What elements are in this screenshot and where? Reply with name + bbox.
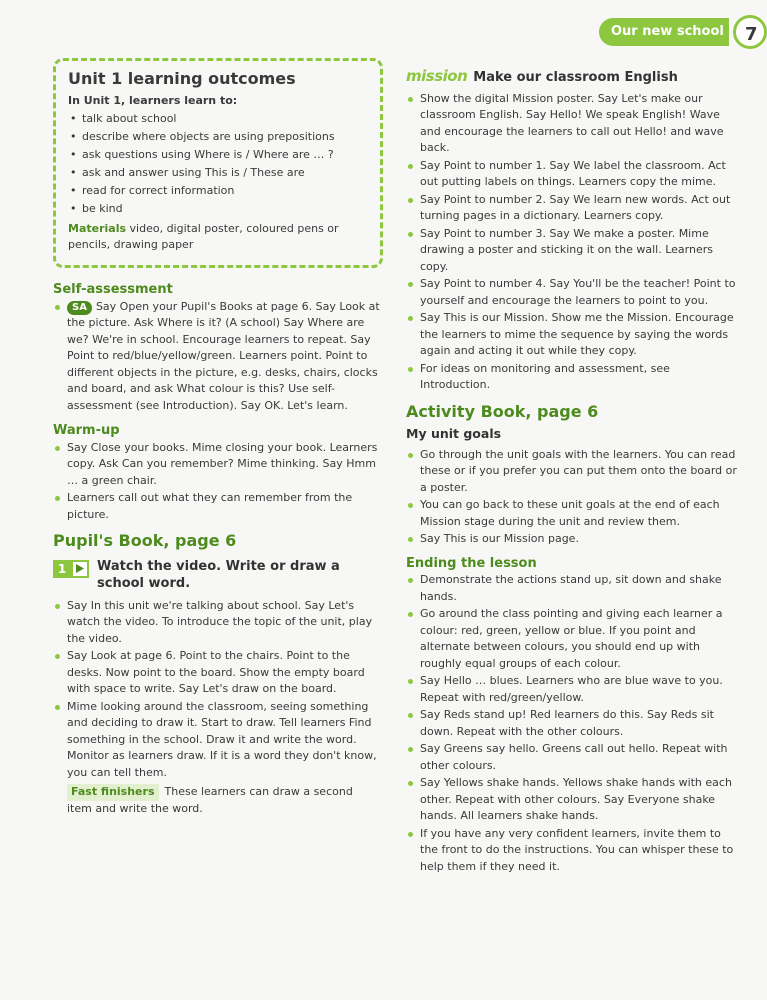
list-item: Say In this unit we're talking about school. Say Let's watch the video. To introduce the topic of the unit, play the video. [53,598,381,648]
list-item: Learners call out what they can remember from the picture. [53,490,381,523]
list-item: • ask and answer using This is / These are [68,164,368,182]
list-item: Say This is our Mission page. [406,531,740,548]
pupils-book-list [53,598,381,782]
list-item: Say Greens say hello. Greens call out hello. Repeat with other colours. [406,741,740,774]
play-icon [71,560,89,578]
fast-finishers-label: Fast finishers [67,784,159,801]
list-item: • read for correct information [68,182,368,200]
ending-list [406,572,740,875]
list-item: Say Point to number 3. Say We make a poster. Mime drawing a poster and sticking it on the wall. Learners copy. [406,226,740,276]
list-item: Go through the unit goals with the learners. You can read these or if you prefer you can put them onto the board or a poster. [406,447,740,497]
mission-list [406,91,740,394]
activity-header [53,558,381,592]
list-item: • talk about school [68,110,368,128]
learning-outcomes-box [53,58,383,268]
list-item [53,299,381,415]
list-item: Demonstrate the actions stand up, sit down and shake hands. [406,572,740,605]
list-item: You can go back to these unit goals at the end of each Mission stage during the unit and review them. [406,497,740,530]
ending-heading: Ending the lesson [406,555,537,571]
outcomes-lead: In Unit 1, learners learn to: [68,94,238,107]
section-tab: Our new school [599,18,729,46]
right-column [406,68,740,876]
list-item: • describe where objects are using prepositions [68,128,368,146]
left-column [53,282,381,817]
list-item: Say Reds stand up! Red learners do this. Say Reds sit down. Repeat with the other colours. [406,707,740,740]
list-item: Go around the class pointing and giving each learner a colour: red, green, yellow or blue. If you point and alternate between colours, you should end up with roughly equal groups of each colour. [406,606,740,672]
outcomes-list [68,110,368,218]
fast-finishers [53,784,381,817]
list-item: Say This is our Mission. Show me the Mission. Encourage the learners to mime the sequence by saying the words again and acting it out while they copy. [406,310,740,360]
list-item: Say Yellows shake hands. Yellows shake hands with each other. Repeat with other colours. Say Everyone shake hands. All learners shake hands. [406,775,740,825]
pupils-book-heading: Pupil's Book, page 6 [53,531,237,550]
activity-number: 1 [53,560,71,578]
materials-text: video, digital poster, coloured pens or pencils, drawing paper [68,222,339,251]
mission-logo: mission [406,67,468,85]
list-item: Say Point to number 4. Say You'll be the teacher! Point to yourself and encourage the learners to point to you. [406,276,740,309]
unit-goals-heading: My unit goals [406,426,502,441]
materials [68,221,368,253]
outcomes-title: Unit 1 learning outcomes [68,69,296,88]
sa-badge: SA [67,301,92,315]
list-item: For ideas on monitoring and assessment, see Introduction. [406,361,740,394]
fast-finishers-text: These learners can draw a second item and write the word. [67,785,353,815]
activity-book-heading: Activity Book, page 6 [406,401,599,421]
list-item: If you have any very confident learners, invite them to the front to do the instructions. You can whisper these to help them if they need it. [406,826,740,876]
warm-up-heading: Warm-up [53,423,120,438]
activity-book-list [406,447,740,548]
list-item: • ask questions using Where is / Where are … ? [68,146,368,164]
list-item: Say Hello … blues. Learners who are blue wave to you. Repeat with red/green/yellow. [406,673,740,706]
self-assessment-heading: Self-assessment [53,282,173,297]
mission-header [406,68,740,87]
list-item: Say Point to number 2. Say We learn new words. Act out turning pages in a dictionary. Learners copy. [406,192,740,225]
page-number: 7 [733,15,767,49]
list-item: Say Look at page 6. Point to the chairs. Point to the desks. Now point to the board. Show the empty board with space to write. Say Let's draw on the board. [53,648,381,698]
video-badge [53,560,89,578]
mission-heading: Make our classroom English [473,70,678,85]
list-item: Say Close your books. Mime closing your book. Learners copy. Ask Can you remember? Mime thinking. Say Hmm … a green chair. [53,440,381,490]
materials-label: Materials [68,222,127,235]
list-item: • be kind [68,200,368,218]
list-item: Mime looking around the classroom, seeing something and deciding to draw it. Start to draw. Tell learners Find something in the school. Draw it and write the word. Monitor as learners draw. If it is a word they don't know, you can tell them. [53,699,381,782]
self-assessment-text: Say Open your Pupil's Books at page 6. Say Look at the picture. Ask Where is it? (A school) Say Where are we? We're in school. Encourage learners to repeat. Say Point to red/blue/yellow/green. Learners point. Point to different objects in the picture, e.g. desks, chairs, clocks and board, and ask What colour is this? Use self-assessment (see Introduction). Say OK. Let's learn. [67,299,380,412]
list-item: Show the digital Mission poster. Say Let's make our classroom English. Say Hello! We speak English! Wave and encourage the learners to call out Hello! and wave back. [406,91,740,157]
list-item: Say Point to number 1. Say We label the classroom. Act out putting labels on things. Learners copy the mime. [406,158,740,191]
activity-title: Watch the video. Write or draw a school word. [97,558,340,591]
